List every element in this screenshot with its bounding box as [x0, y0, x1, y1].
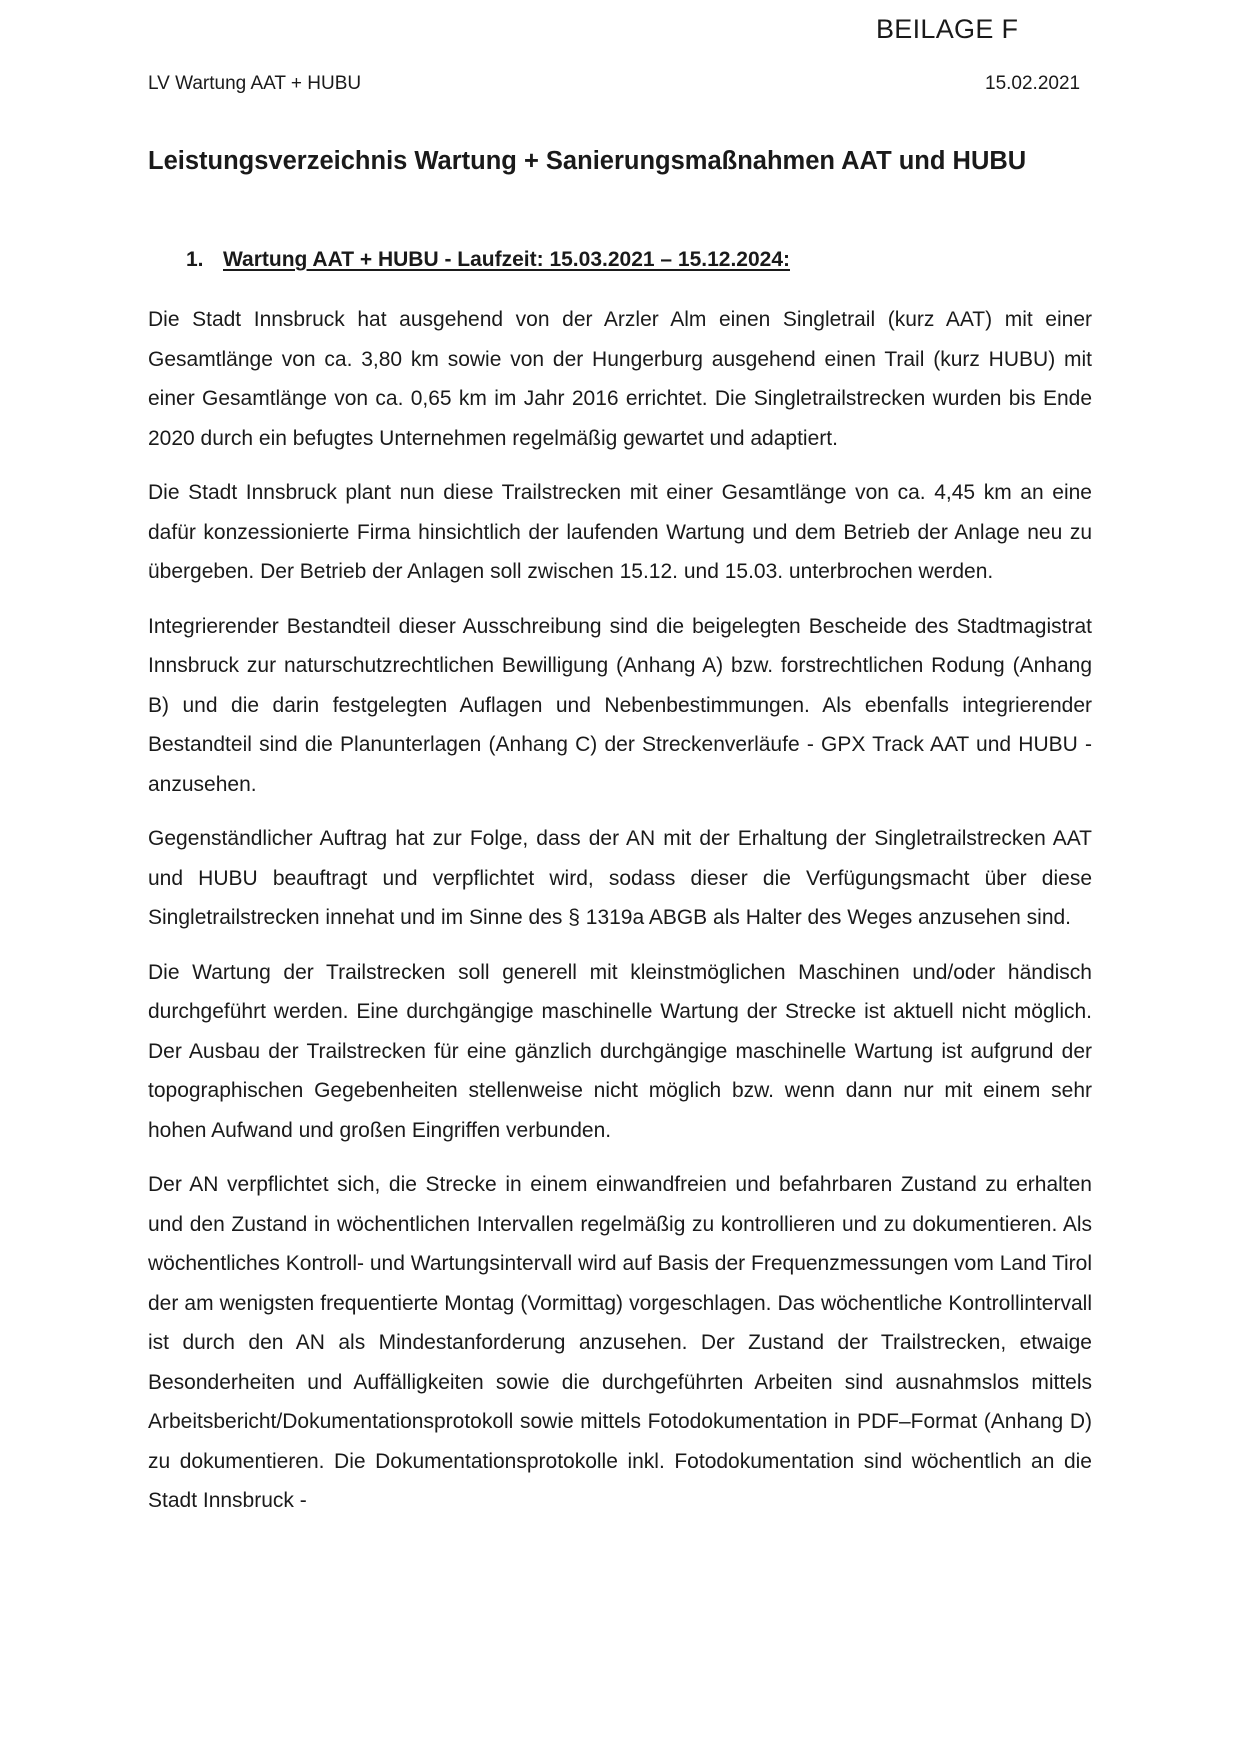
section-number: 1.: [186, 248, 204, 271]
section-heading-text: Wartung AAT + HUBU - Laufzeit: 15.03.2021 – 15.12.2024:: [223, 248, 790, 271]
paragraph: Der AN verpflichtet sich, die Strecke in einem einwandfreien und befahrbaren Zustand zu erhalten und den Zustand in wöchentlichen Intervallen regelmäßig zu kontrollieren und zu dokumentieren. Als wöchentliches Kontroll- und Wartungsintervall wird auf Basis der Frequenzmessungen vom Land Tirol der am wenigsten frequentierte Montag (Vormittag) vorgeschlagen. Das wöchentliche Kontrollintervall ist durch den AN als Mindestanforderung anzusehen. Der Zustand der Trailstrecken, etwaige Besonderheiten und Auffälligkeiten sowie die durchgeführten Arbeiten sind ausnahmslos mittels Arbeitsbericht/Dokumentationsprotokoll sowie mittels Fotodokumentation in PDF–Format (Anhang D) zu dokumentieren. Die Dokumentationsprotokolle inkl. Fotodokumentation sind wöchentlich an die Stadt Innsbruck -: [148, 1173, 1092, 1512]
paragraph: Die Wartung der Trailstrecken soll generell mit kleinstmöglichen Maschinen und/oder händisch durchgeführt werden. Eine durchgängige maschinelle Wartung der Strecke ist aktuell nicht möglich. Der Ausbau der Trailstrecken für eine gänzlich durchgängige maschinelle Wartung ist aufgrund der topographischen Gegebenheiten stellenweise nicht möglich bzw. wenn dann nur mit einem sehr hohen Aufwand und großen Eingriffen verbunden.: [148, 960, 1092, 1142]
body-text: [148, 300, 1092, 1536]
attachment-label: BEILAGE F: [876, 14, 1019, 44]
paragraph: Die Stadt Innsbruck hat ausgehend von der Arzler Alm einen Singletrail (kurz AAT) mit einer Gesamtlänge von ca. 3,80 km sowie von der Hungerburg ausgehend einen Trail (kurz HUBU) mit einer Gesamtlänge von ca. 0,65 km im Jahr 2016 errichtet. Die Singletrailstrecken wurden bis Ende 2020 durch ein befugtes Unternehmen regelmäßig gewartet und adaptiert.: [148, 308, 1092, 450]
page-title: Leistungsverzeichnis Wartung + Sanierungsmaßnahmen AAT und HUBU: [148, 147, 1027, 175]
section-heading: [186, 248, 790, 272]
running-header-date: 15.02.2021: [985, 73, 1081, 94]
paragraph: Die Stadt Innsbruck plant nun diese Trailstrecken mit einer Gesamtlänge von ca. 4,45 km an eine dafür konzessionierte Firma hinsichtlich der laufenden Wartung und dem Betrieb der Anlage neu zu übergeben. Der Betrieb der Anlagen soll zwischen 15.12. und 15.03. unterbrochen werden.: [148, 481, 1092, 583]
running-header-title: LV Wartung AAT + HUBU: [148, 73, 362, 94]
paragraph: Gegenständlicher Auftrag hat zur Folge, dass der AN mit der Erhaltung der Singletrailstrecken AAT und HUBU beauftragt und verpflichtet wird, sodass dieser die Verfügungsmacht über diese Singletrailstrecken innehat und im Sinne des § 1319a ABGB als Halter des Weges anzusehen sind.: [148, 827, 1092, 929]
paragraph: Integrierender Bestandteil dieser Ausschreibung sind die beigelegten Bescheide des Stadtmagistrat Innsbruck zur naturschutzrechtlichen Bewilligung (Anhang A) bzw. forstrechtlichen Rodung (Anhang B) und die darin festgelegten Auflagen und Nebenbestimmungen. Als ebenfalls integrierender Bestandteil sind die Planunterlagen (Anhang C) der Streckenverläufe - GPX Track AAT und HUBU - anzusehen.: [148, 614, 1092, 796]
